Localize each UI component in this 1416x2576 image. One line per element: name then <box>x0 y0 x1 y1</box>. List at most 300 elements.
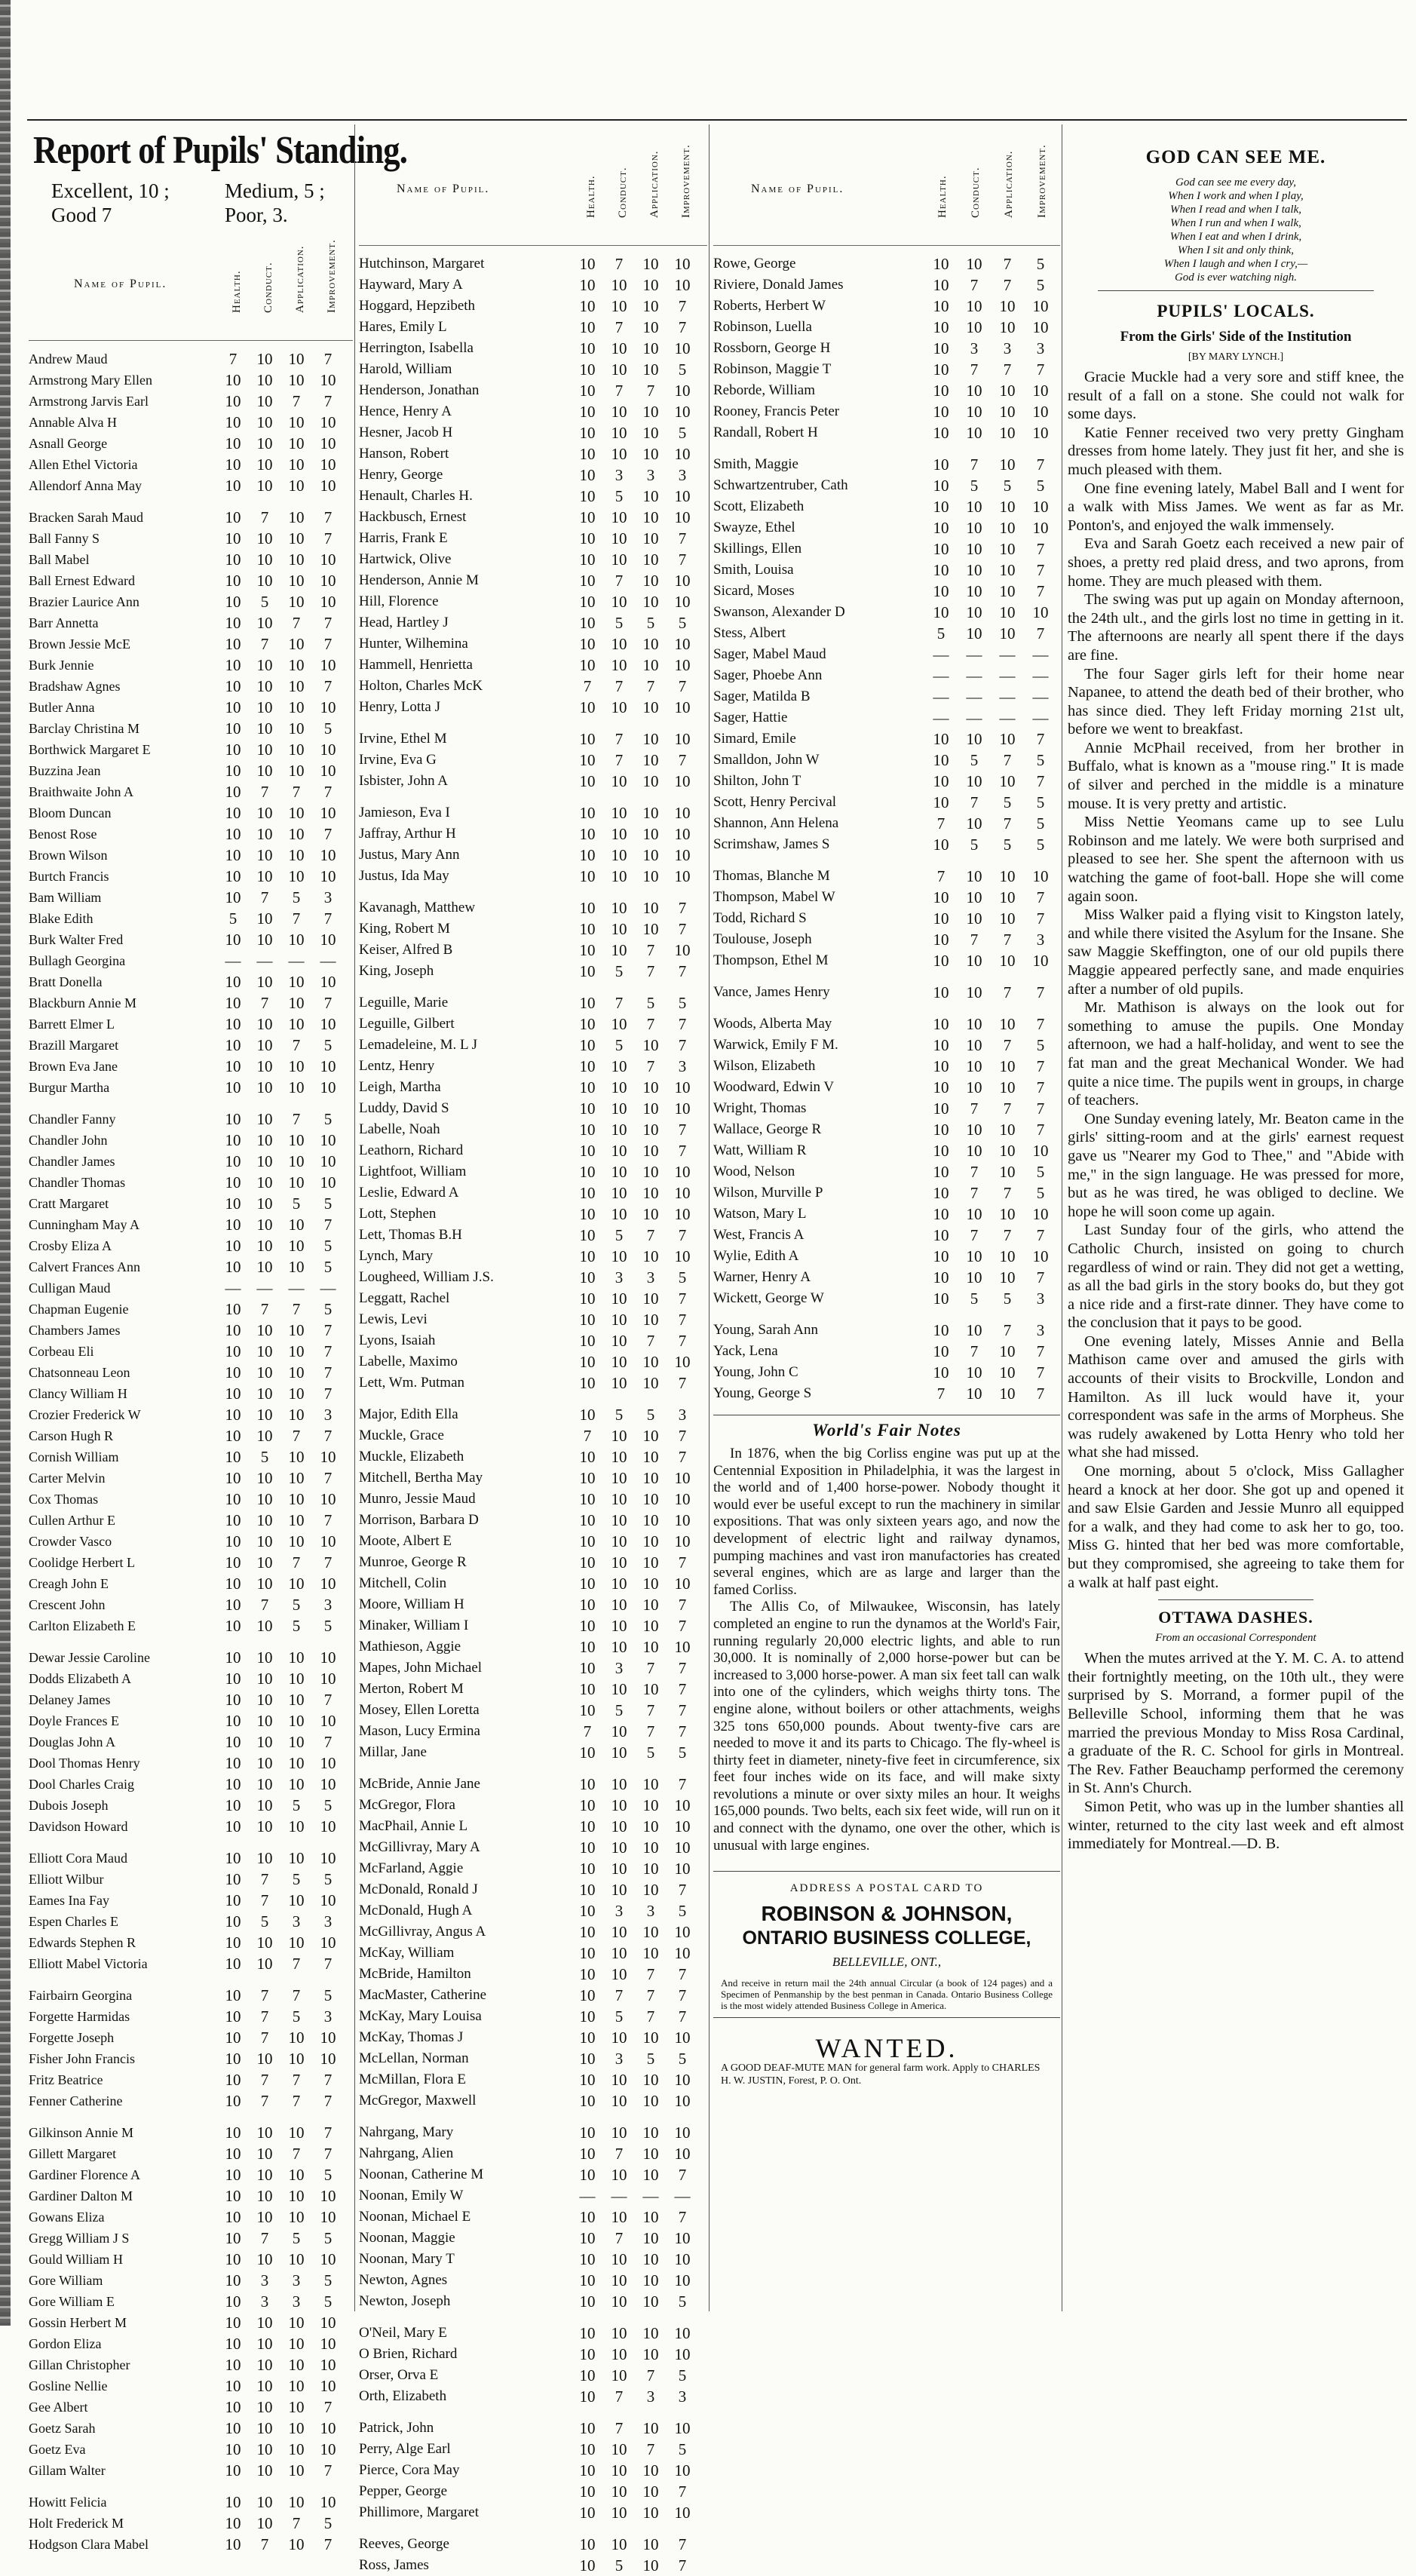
health-score: 10 <box>933 255 949 273</box>
application-score: — <box>999 646 1016 664</box>
health-score: 10 <box>225 550 241 569</box>
conduct-score: 10 <box>611 2535 627 2553</box>
conduct-score: 10 <box>611 297 627 315</box>
health-score: 10 <box>225 1057 241 1075</box>
conduct-score: 7 <box>260 2007 269 2026</box>
application-score: 3 <box>646 2387 655 2406</box>
conduct-score: 10 <box>611 1469 627 1487</box>
health-score: 10 <box>225 2092 241 2110</box>
improvement-score: 10 <box>674 730 691 748</box>
header-conduct: Conduct. <box>970 167 982 218</box>
application-score: 10 <box>642 2250 659 2268</box>
improvement-score: 7 <box>678 962 687 980</box>
table-row <box>359 1161 707 1182</box>
improvement-score: 10 <box>320 1934 336 1952</box>
table-row <box>359 2555 707 2576</box>
application-score: 7 <box>646 382 655 400</box>
conduct-score: 10 <box>966 814 982 833</box>
health-score: 10 <box>579 2419 596 2437</box>
conduct-score: 10 <box>611 2029 627 2047</box>
improvement-score: 7 <box>678 1142 687 1160</box>
health-score: 10 <box>225 614 241 632</box>
table-row <box>713 401 1060 422</box>
application-score: 10 <box>288 635 305 653</box>
pupil-name: Hayward, Mary A <box>359 277 463 293</box>
health-score: 7 <box>936 867 946 885</box>
pupil-name: Leslie, Edward A <box>359 1185 459 1201</box>
table-row <box>29 1362 353 1383</box>
health-score: 10 <box>579 1247 596 1265</box>
application-score: 10 <box>642 339 659 357</box>
application-score: — <box>288 952 305 970</box>
conduct-score: 10 <box>611 1015 627 1033</box>
application-score: 10 <box>288 2250 305 2268</box>
health-score: 10 <box>579 1986 596 2004</box>
conduct-score: 10 <box>256 1648 273 1667</box>
table-row <box>29 2270 353 2291</box>
pupil-name: Orser, Orva E <box>359 2367 439 2383</box>
table-row <box>29 1077 353 1098</box>
worlds-fair-paragraph: In 1876, when the big Corliss engine was put up at the Centennial Exposition in Philadelphia, it was the largest in the world and of 1,400 horse-power. Nobody thought it would ever be useful except to run the machinery in similar expositions. That was only sixteen years ago, and now the development of electric light and railway dynamos, pumping machines and vast iron manufactories has created several engines, which are as large and larger than the famed Corliss. <box>713 1446 1060 1598</box>
improvement-score: 10 <box>674 1532 691 1550</box>
pupil-name: West, Francis A <box>713 1227 805 1243</box>
application-score: 10 <box>288 1237 305 1255</box>
application-score: 7 <box>292 2071 301 2089</box>
conduct-score: 10 <box>611 2208 627 2226</box>
pupil-name: Woods, Alberta May <box>713 1016 832 1032</box>
health-score: 10 <box>933 1057 949 1075</box>
improvement-score: 10 <box>1032 952 1049 970</box>
health-score: 10 <box>579 255 596 273</box>
application-score: 10 <box>642 1311 659 1329</box>
improvement-score: 5 <box>323 1617 333 1635</box>
table-row <box>713 813 1060 834</box>
pupil-name: McGillivray, Mary A <box>359 1839 480 1855</box>
application-score: 7 <box>292 1110 301 1128</box>
application-score: 10 <box>288 1015 305 1033</box>
application-score: 10 <box>999 561 1016 579</box>
conduct-score: 10 <box>256 371 273 389</box>
pupil-name: Chandler Thomas <box>29 1175 126 1190</box>
improvement-score: 7 <box>1036 360 1045 379</box>
improvement-score: 10 <box>674 593 691 611</box>
pupil-name: Harris, Frank E <box>359 530 448 546</box>
improvement-score: 10 <box>674 1469 691 1487</box>
table-row <box>29 2048 353 2069</box>
improvement-score: 5 <box>323 2292 333 2311</box>
conduct-score: 10 <box>966 318 982 336</box>
pupil-name: Wallace, George R <box>713 1121 822 1137</box>
pupil-name: Allendorf Anna May <box>29 478 142 493</box>
application-score: 10 <box>288 2208 305 2226</box>
table-row <box>713 359 1060 380</box>
health-score: 7 <box>583 1427 592 1445</box>
improvement-score: 3 <box>323 1596 333 1614</box>
health-score: 10 <box>933 498 949 516</box>
conduct-score: 5 <box>615 1406 624 1424</box>
pupil-name: Chapman Eugenie <box>29 1302 129 1317</box>
health-score: 10 <box>225 371 241 389</box>
pupil-name: O'Neil, Mary E <box>359 2325 447 2341</box>
row-spacer <box>29 1837 353 1848</box>
table-row <box>29 1710 353 1731</box>
improvement-score: 10 <box>674 2071 691 2089</box>
health-score: 10 <box>225 783 241 801</box>
conduct-score: 10 <box>256 1490 273 1508</box>
improvement-score: 7 <box>1036 983 1045 1001</box>
application-score: 10 <box>642 1796 659 1814</box>
table-row <box>29 1911 353 1932</box>
improvement-score: 10 <box>674 1490 691 1508</box>
improvement-score: 7 <box>678 677 687 695</box>
health-score: 10 <box>579 2092 596 2110</box>
improvement-score: 10 <box>674 2461 691 2479</box>
pupil-name: Andrew Maud <box>29 351 108 366</box>
improvement-score: 10 <box>674 339 691 357</box>
health-score: 10 <box>225 2493 241 2511</box>
ottawa-paragraph: Simon Petit, who was up in the lumber shanties all winter, returned to the city last week and eft almost immediately for Montreal.—D. B. <box>1068 1798 1404 1853</box>
table-row <box>29 528 353 549</box>
table-row <box>29 739 353 760</box>
conduct-score: 7 <box>970 1163 979 1181</box>
conduct-score: 10 <box>611 276 627 294</box>
health-score: 10 <box>225 1712 241 1730</box>
improvement-score: 10 <box>674 1817 691 1835</box>
health-score: 10 <box>579 2229 596 2247</box>
pupil-name: Roberts, Herbert W <box>713 298 826 314</box>
conduct-score: 7 <box>615 1986 624 2004</box>
conduct-score: 7 <box>970 1226 979 1244</box>
health-score: 10 <box>579 466 596 484</box>
table-row <box>359 1119 707 1140</box>
table-row <box>359 1204 707 1225</box>
improvement-score: 7 <box>323 2535 333 2553</box>
conduct-score: 10 <box>256 825 273 843</box>
conduct-score: 7 <box>615 2145 624 2163</box>
pupil-name: Mason, Lucy Ermina <box>359 1723 480 1739</box>
improvement-score: 5 <box>1036 1036 1045 1054</box>
table-row <box>29 971 353 992</box>
health-score: 10 <box>225 2229 241 2247</box>
improvement-score: 10 <box>320 1648 336 1667</box>
health-score: 10 <box>933 1205 949 1223</box>
table-row <box>29 655 353 676</box>
application-score: 10 <box>288 656 305 674</box>
conduct-score: 7 <box>970 1184 979 1202</box>
pupil-name: Hesner, Jacob H <box>359 425 453 440</box>
health-score: 10 <box>579 635 596 653</box>
application-score: 5 <box>292 888 301 906</box>
health-score: 10 <box>225 477 241 495</box>
health-score: 10 <box>225 804 241 822</box>
improvement-score: 5 <box>1036 276 1045 294</box>
table-row <box>29 1573 353 1594</box>
health-score: 10 <box>579 550 596 569</box>
health-score: 10 <box>933 1163 949 1181</box>
pupil-name: Young, George S <box>713 1385 812 1401</box>
conduct-score: 10 <box>256 741 273 759</box>
health-score: 10 <box>933 952 949 970</box>
conduct-score: 10 <box>611 2366 627 2384</box>
pupil-name: MacPhail, Annie L <box>359 1818 468 1834</box>
conduct-score: 10 <box>256 656 273 674</box>
conduct-score: — <box>966 688 982 706</box>
pupil-name: Merton, Robert M <box>359 1681 464 1697</box>
table-row <box>29 1615 353 1636</box>
conduct-score: 10 <box>256 1036 273 1054</box>
health-score: 10 <box>225 1648 241 1667</box>
conduct-score: 10 <box>256 2187 273 2205</box>
health-score: 10 <box>933 1342 949 1360</box>
application-score: 10 <box>288 2335 305 2353</box>
health-score: 10 <box>225 455 241 474</box>
row-spacer <box>359 1763 707 1774</box>
improvement-score: 7 <box>323 2092 333 2110</box>
improvement-score: 10 <box>674 846 691 864</box>
application-score: 10 <box>288 2187 305 2205</box>
improvement-score: 5 <box>1036 751 1045 769</box>
health-score: 10 <box>579 2482 596 2501</box>
local-paragraph: Katie Fenner received two very pretty Gingham dresses from home lately. They just fit her, and she is much pleased with them. <box>1068 424 1404 478</box>
health-score: 10 <box>225 762 241 780</box>
conduct-score: 5 <box>260 593 269 611</box>
improvement-score: 7 <box>1036 1121 1045 1139</box>
application-score: 10 <box>642 1881 659 1899</box>
improvement-score: 7 <box>323 2145 333 2163</box>
health-score: 10 <box>579 2007 596 2026</box>
pupil-name: Hackbusch, Ernest <box>359 509 467 525</box>
health-score: 10 <box>225 508 241 526</box>
improvement-score: — <box>320 1279 336 1297</box>
pupil-name: Fairbairn Georgina <box>29 1988 133 2003</box>
conduct-score: 10 <box>611 1374 627 1392</box>
health-score: 10 <box>579 1553 596 1572</box>
health-score: 10 <box>933 477 949 495</box>
table-row <box>359 633 707 655</box>
conduct-score: 10 <box>966 1121 982 1139</box>
health-score: 10 <box>225 1775 241 1793</box>
improvement-score: 10 <box>1032 403 1049 421</box>
table-row <box>713 560 1060 581</box>
pupil-name: Carlton Elizabeth E <box>29 1618 136 1633</box>
improvement-score: 7 <box>323 825 333 843</box>
row-spacer <box>713 443 1060 454</box>
health-score: 10 <box>579 1469 596 1487</box>
pupil-name: Elliott Wilbur <box>29 1872 104 1887</box>
application-score: 10 <box>642 1247 659 1265</box>
health-score: — <box>933 667 949 685</box>
table-row <box>713 338 1060 359</box>
conduct-score: 10 <box>611 1923 627 1941</box>
report-column-3 <box>713 124 1060 2087</box>
application-score: 7 <box>1003 276 1012 294</box>
health-score: 10 <box>225 1617 241 1635</box>
pupil-name: Newton, Joseph <box>359 2293 451 2309</box>
application-score: 7 <box>292 614 301 632</box>
ad-city: BELLEVILLE, ONT., <box>832 1955 942 1970</box>
improvement-score: 7 <box>1036 561 1045 579</box>
conduct-score: 10 <box>611 1099 627 1118</box>
ad-address-line: ADDRESS A POSTAL CARD TO <box>789 1882 984 1895</box>
table-row <box>713 1056 1060 1077</box>
table-row <box>29 1932 353 1953</box>
pupil-name: Wickett, George W <box>713 1290 824 1306</box>
conduct-score: 10 <box>256 1955 273 1973</box>
application-score: 10 <box>999 297 1016 315</box>
pupil-name: Noonan, Maggie <box>359 2230 455 2246</box>
row-spacer <box>713 1003 1060 1014</box>
improvement-score: 10 <box>674 1838 691 1857</box>
table-row <box>359 570 707 591</box>
application-score: 5 <box>1003 1290 1012 1308</box>
conduct-score: 10 <box>611 867 627 885</box>
conduct-score: 10 <box>611 403 627 421</box>
health-score: 10 <box>225 413 241 431</box>
pupil-name: Asnall George <box>29 436 108 451</box>
application-score: 10 <box>288 1575 305 1593</box>
health-score: 10 <box>579 2124 596 2142</box>
conduct-score: 10 <box>256 1194 273 1213</box>
conduct-score: 10 <box>611 508 627 526</box>
health-score: 10 <box>225 1216 241 1234</box>
conduct-score: 10 <box>256 719 273 738</box>
pupil-name: Gardiner Florence A <box>29 2167 140 2182</box>
table-row <box>713 454 1060 475</box>
conduct-score: 10 <box>611 1511 627 1529</box>
health-score: 10 <box>225 593 241 611</box>
health-score: 10 <box>225 931 241 949</box>
pupil-name: Gillett Margaret <box>29 2146 117 2161</box>
health-score: 7 <box>583 677 592 695</box>
row-spacer <box>359 982 707 992</box>
table-row <box>29 2185 353 2206</box>
improvement-score: 10 <box>320 2377 336 2395</box>
pupil-name: Doyle Frances E <box>29 1713 119 1728</box>
poem-line: When I sit and only think, <box>1177 244 1295 256</box>
conduct-score: 10 <box>611 2271 627 2289</box>
poem-line: When I run and when I walk, <box>1170 217 1301 229</box>
application-score: 10 <box>288 825 305 843</box>
application-score: 10 <box>288 434 305 452</box>
pupil-name: Benost Rose <box>29 826 97 842</box>
table-row <box>29 2090 353 2111</box>
application-score: 10 <box>288 550 305 569</box>
pupil-name: King, Robert M <box>359 921 450 937</box>
health-score: 10 <box>225 1131 241 1149</box>
application-score: 10 <box>288 2493 305 2511</box>
pupil-name: Warner, Henry A <box>713 1269 811 1285</box>
table-row <box>359 2386 707 2407</box>
improvement-score: 7 <box>323 529 333 547</box>
pupil-name: Wood, Nelson <box>713 1164 795 1179</box>
table-row <box>713 602 1060 623</box>
conduct-score: 10 <box>256 1173 273 1191</box>
ottawa-subtitle: From an occasional Correspondent <box>1155 1632 1316 1645</box>
conduct-score: 10 <box>611 1142 627 1160</box>
conduct-score: 10 <box>611 1184 627 1202</box>
pupil-name: Gould William H <box>29 2252 123 2267</box>
application-score: 10 <box>642 867 659 885</box>
pupil-name: Fritz Beatrice <box>29 2072 103 2087</box>
health-score: 10 <box>933 1121 949 1139</box>
table-row <box>359 2228 707 2249</box>
local-paragraph: One fine evening lately, Mabel Ball and I went for a walk with Miss James. We went as far as Mr. Ponton's, and enjoyed the walk immensely. <box>1068 480 1404 534</box>
table-row <box>359 1246 707 1267</box>
health-score: 10 <box>579 1817 596 1835</box>
local-paragraph: Mr. Mathison is always on the look out for something to amuse the pupils. One Monday afternoon, we had a half-holiday, and went to see the fat man and the great Mechanical Wonder. We had quite a nice time. The pupils went in groups, in charge of teachers. <box>1068 999 1404 1109</box>
table-row <box>29 348 353 370</box>
pupil-name: Wilson, Elizabeth <box>713 1058 816 1074</box>
pupil-name: Herrington, Isabella <box>359 340 474 356</box>
pupil-name: Randall, Robert H <box>713 425 818 440</box>
header-conduct: Conduct. <box>617 167 629 218</box>
conduct-score: 3 <box>260 2292 269 2311</box>
health-score: 10 <box>933 1268 949 1286</box>
pupil-name: Shilton, John T <box>713 773 801 789</box>
improvement-score: 10 <box>674 2092 691 2110</box>
table-row <box>29 1795 353 1816</box>
table-row <box>359 1267 707 1288</box>
health-score: 10 <box>579 867 596 885</box>
improvement-score: 7 <box>678 529 687 547</box>
pupil-name: Swanson, Alexander D <box>713 604 845 620</box>
locals-title: PUPILS' LOCALS. <box>1157 302 1315 320</box>
health-score: 10 <box>579 2440 596 2458</box>
health-score: 10 <box>225 2124 241 2142</box>
conduct-score: 7 <box>615 382 624 400</box>
pupil-name: Brown Eva Jane <box>29 1059 118 1074</box>
health-score: 10 <box>225 1321 241 1339</box>
health-score: 10 <box>225 2271 241 2289</box>
pupil-name: Patrick, John <box>359 2420 434 2436</box>
application-score: 5 <box>1003 793 1012 811</box>
conduct-score: 5 <box>970 477 979 495</box>
pupil-name: Howitt Felicia <box>29 2495 107 2510</box>
health-score: 10 <box>225 1036 241 1054</box>
table-row <box>359 549 707 570</box>
application-score: 10 <box>999 318 1016 336</box>
health-score: 10 <box>579 846 596 864</box>
ottawa-body <box>1068 1649 1404 1854</box>
conduct-score: 10 <box>256 1691 273 1709</box>
ad-body: And receive in return mail the 24th annual Circular (a book of 124 pages) and a Specimen of Penmanship by the best penman in Canada. Ontario Business College is the most widely attended Business College in America. <box>721 1977 1053 2012</box>
application-score: 10 <box>642 1775 659 1793</box>
health-score: 10 <box>933 339 949 357</box>
health-score: 10 <box>933 1321 949 1339</box>
college-advertisement <box>713 1871 1060 2018</box>
health-score: 5 <box>936 624 946 642</box>
conduct-score: 10 <box>966 867 982 885</box>
table-row <box>29 1172 353 1193</box>
health-score: 10 <box>579 899 596 917</box>
pupil-name: Nahrgang, Mary <box>359 2124 454 2140</box>
table-row <box>359 1943 707 1964</box>
health-score: 10 <box>225 1553 241 1572</box>
application-score: 10 <box>642 772 659 790</box>
table-row <box>29 1056 353 1077</box>
application-score: 10 <box>288 413 305 431</box>
improvement-score: 10 <box>320 455 336 474</box>
conduct-score: 10 <box>256 2514 273 2532</box>
improvement-score: 5 <box>323 2229 333 2247</box>
pupil-name: Bloom Duncan <box>29 805 112 820</box>
application-score: 10 <box>288 2377 305 2395</box>
improvement-score: 10 <box>320 2208 336 2226</box>
improvement-score: 10 <box>320 2440 336 2458</box>
health-score: 10 <box>933 561 949 579</box>
table-row <box>359 1288 707 1309</box>
application-score: 10 <box>642 1427 659 1445</box>
